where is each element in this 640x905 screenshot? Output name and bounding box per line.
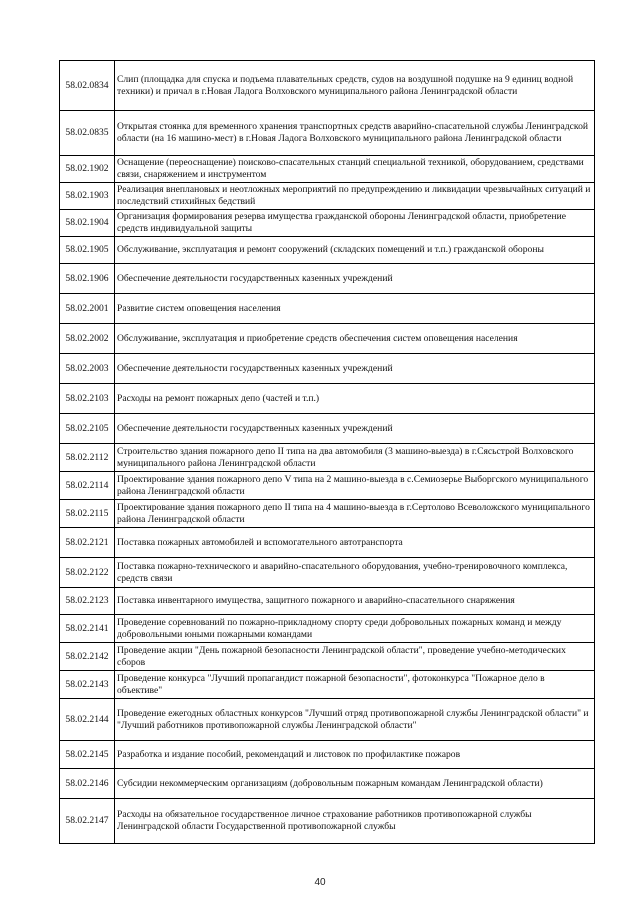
- table-row: [60, 643, 595, 671]
- table-row: [60, 324, 595, 354]
- table-row: [60, 699, 595, 741]
- row-code: 58.02.2002: [60, 324, 115, 354]
- row-code: 58.02.1902: [60, 156, 115, 183]
- table-row: [60, 500, 595, 528]
- table-row: [60, 528, 595, 558]
- row-code: 58.02.2145: [60, 741, 115, 769]
- row-description: Обслуживание, эксплуатация и ремонт сооружений (складских помещений и т.п.) гражданской обороны: [115, 237, 595, 264]
- row-description: Поставка пожарных автомобилей и вспомогательного автотранспорта: [115, 528, 595, 558]
- table-row: [60, 741, 595, 769]
- row-description: Поставка пожарно-технического и аварийно-спасательного оборудования, учебно-тренировочного комплекса, средств связи: [115, 558, 595, 588]
- row-code: 58.02.2122: [60, 558, 115, 588]
- row-description: Обслуживание, эксплуатация и приобретение средств обеспечения систем оповещения населения: [115, 324, 595, 354]
- row-code: 58.02.2103: [60, 384, 115, 414]
- table-row: [60, 472, 595, 500]
- row-code: 58.02.2001: [60, 294, 115, 324]
- row-code: 58.02.1903: [60, 183, 115, 210]
- table-row: [60, 156, 595, 183]
- row-code: 58.02.2141: [60, 615, 115, 643]
- table-row: [60, 769, 595, 799]
- table-row: [60, 558, 595, 588]
- row-description: Поставка инвентарного имущества, защитного пожарного и аварийно-спасательного снаряжения: [115, 588, 595, 615]
- page-number: 40: [314, 877, 326, 888]
- row-description: Слип (площадка для спуска и подъема плавательных средств, судов на воздушной подушке на 9 единиц водной техники) и причал в г.Новая Ладога Волховского муниципального района Ленинградской области: [115, 61, 595, 111]
- row-code: 58.02.2112: [60, 444, 115, 472]
- row-description: Проведение ежегодных областных конкурсов "Лучший отряд противопожарной службы Ленинградской области" и "Лучший работников противопожарной службы Ленинградской области": [115, 699, 595, 741]
- table-row: [60, 354, 595, 384]
- row-description: Субсидии некоммерческим организациям (добровольным пожарным командам Ленинградской области): [115, 769, 595, 799]
- row-code: 58.02.1905: [60, 237, 115, 264]
- row-code: 58.02.2114: [60, 472, 115, 500]
- table-row: [60, 294, 595, 324]
- row-code: 58.02.0835: [60, 111, 115, 156]
- budget-code-table: [59, 60, 595, 844]
- table-row: [60, 799, 595, 844]
- table-row: [60, 111, 595, 156]
- row-description: Строительство здания пожарного депо II типа на два автомобиля (3 машино-выезда) в г.Сясьстрой Волховского муниципального района Ленинградской области: [115, 444, 595, 472]
- row-description: Проектирование здания пожарного депо II типа на 4 машино-выезда в г.Сертолово Всеволожского муниципального района Ленинградской области: [115, 500, 595, 528]
- table-row: [60, 671, 595, 699]
- table-row: [60, 414, 595, 444]
- row-code: 58.02.2144: [60, 699, 115, 741]
- row-code: 58.02.2105: [60, 414, 115, 444]
- row-description: Проведение соревнований по пожарно-прикладному спорту среди добровольных пожарных команд и между добровольными юными пожарными командами: [115, 615, 595, 643]
- row-description: Обеспечение деятельности государственных казенных учреждений: [115, 354, 595, 384]
- row-description: Развитие систем оповещения населения: [115, 294, 595, 324]
- table-row: [60, 444, 595, 472]
- table-row: [60, 264, 595, 294]
- row-description: Проведение акции "День пожарной безопасности Ленинградской области", проведение учебно-методических сборов: [115, 643, 595, 671]
- row-description: Оснащение (переоснащение) поисково-спасательных станций специальной техникой, оборудованием, средствами связи, снаряжением и инструментом: [115, 156, 595, 183]
- table-row: [60, 588, 595, 615]
- row-code: 58.02.1904: [60, 210, 115, 237]
- row-code: 58.02.2003: [60, 354, 115, 384]
- row-description: Проектирование здания пожарного депо V типа на 2 машино-выезда в с.Семиозерье Выборгского муниципального района Ленинградской области: [115, 472, 595, 500]
- row-description: Расходы на обязательное государственное личное страхование работников противопожарной службы Ленинградской области Государственной противопожарной службы: [115, 799, 595, 844]
- row-code: 58.02.2121: [60, 528, 115, 558]
- table-row: [60, 615, 595, 643]
- row-description: Расходы на ремонт пожарных депо (частей и т.п.): [115, 384, 595, 414]
- table-row: [60, 183, 595, 210]
- row-code: 58.02.2123: [60, 588, 115, 615]
- row-code: 58.02.0834: [60, 61, 115, 111]
- row-code: 58.02.2143: [60, 671, 115, 699]
- table-row: [60, 61, 595, 111]
- row-code: 58.02.2142: [60, 643, 115, 671]
- row-description: Разработка и издание пособий, рекомендаций и листовок по профилактике пожаров: [115, 741, 595, 769]
- row-description: Обеспечение деятельности государственных казенных учреждений: [115, 264, 595, 294]
- row-description: Обеспечение деятельности государственных казенных учреждений: [115, 414, 595, 444]
- row-code: 58.02.2115: [60, 500, 115, 528]
- row-code: 58.02.1906: [60, 264, 115, 294]
- row-description: Организация формирования резерва имущества гражданской обороны Ленинградской области, приобретение средств индивидуальной защиты: [115, 210, 595, 237]
- row-code: 58.02.2146: [60, 769, 115, 799]
- table-row: [60, 384, 595, 414]
- row-code: 58.02.2147: [60, 799, 115, 844]
- row-description: Проведение конкурса "Лучший пропагандист пожарной безопасности", фотоконкурса "Пожарное дело в объективе": [115, 671, 595, 699]
- table-row: [60, 237, 595, 264]
- row-description: Открытая стоянка для временного хранения транспортных средств аварийно-спасательной службы Ленинградской области (на 16 машино-мест) в г.Новая Ладога Волховского муниципального района Ленинградской области: [115, 111, 595, 156]
- table-row: [60, 210, 595, 237]
- row-description: Реализация внеплановых и неотложных мероприятий по предупреждению и ликвидации чрезвычайных ситуаций и последствий стихийных бедствий: [115, 183, 595, 210]
